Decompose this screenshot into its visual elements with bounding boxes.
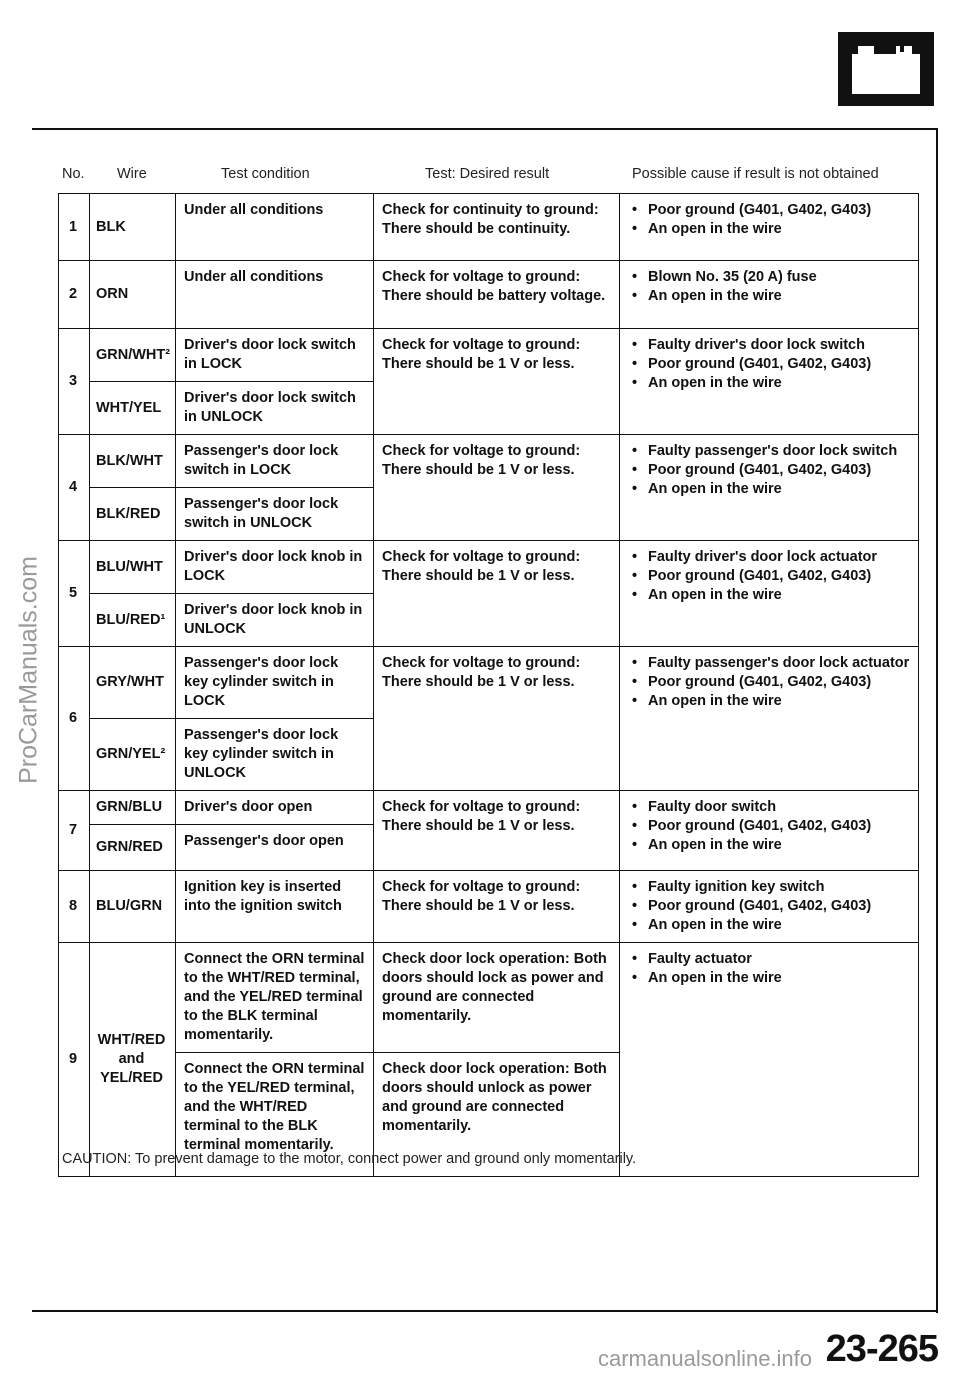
desired-result: Check for voltage to ground: There should be 1 V or less. xyxy=(374,435,620,541)
cause-item: • An open in the wire xyxy=(632,969,910,988)
possible-causes xyxy=(620,541,919,647)
caution-note: CAUTION: To prevent damage to the motor, connect power and ground only momentarily. xyxy=(62,1151,637,1167)
wire-color: BLK/WHT xyxy=(90,435,176,488)
row-number: 6 xyxy=(59,647,90,791)
row-number: 5 xyxy=(59,541,90,647)
cause-item: • Poor ground (G401, G402, G403) xyxy=(632,673,910,692)
test-condition: Passenger's door lock switch in UNLOCK xyxy=(176,488,374,541)
test-condition: Under all conditions xyxy=(176,261,374,329)
wire-color: BLK/RED xyxy=(90,488,176,541)
desired-result: Check door lock operation: Both doors should unlock as power and ground are connected momentarily. xyxy=(374,1053,620,1177)
desired-result: Check door lock operation: Both doors should lock as power and ground are connected momentarily. xyxy=(374,943,620,1053)
header-wire: Wire xyxy=(117,166,147,182)
table-row xyxy=(59,541,919,594)
cause-item: • Poor ground (G401, G402, G403) xyxy=(632,461,910,480)
cause-item: • An open in the wire xyxy=(632,287,910,306)
test-condition: Driver's door open xyxy=(176,791,374,825)
table-row xyxy=(59,647,919,719)
cause-item: • Faulty door switch xyxy=(632,798,910,817)
row-number: 7 xyxy=(59,791,90,871)
possible-causes xyxy=(620,791,919,871)
wire-color: WHT/RED and YEL/RED xyxy=(90,943,176,1177)
battery-icon xyxy=(838,32,934,106)
cause-item: • An open in the wire xyxy=(632,480,910,499)
table-row xyxy=(59,791,919,825)
cause-item: • An open in the wire xyxy=(632,916,910,935)
test-condition: Connect the ORN terminal to the YEL/RED terminal, and the WHT/RED terminal to the BLK terminal momentarily. xyxy=(176,1053,374,1177)
test-condition: Driver's door lock switch in LOCK xyxy=(176,329,374,382)
possible-causes xyxy=(620,329,919,435)
table-row xyxy=(59,871,919,943)
header-no: No. xyxy=(62,166,85,182)
test-condition: Connect the ORN terminal to the WHT/RED terminal, and the YEL/RED terminal to the BLK terminal momentarily. xyxy=(176,943,374,1053)
row-number: 2 xyxy=(59,261,90,329)
cause-item: • Poor ground (G401, G402, G403) xyxy=(632,817,910,836)
wire-color: GRN/WHT² xyxy=(90,329,176,382)
column-headers xyxy=(0,166,960,190)
desired-result: Check for voltage to ground: There should be 1 V or less. xyxy=(374,871,620,943)
row-number: 9 xyxy=(59,943,90,1177)
cause-item: • An open in the wire xyxy=(632,586,910,605)
cause-item: • Blown No. 35 (20 A) fuse xyxy=(632,268,910,287)
cause-item: • An open in the wire xyxy=(632,220,910,239)
cause-item: • Poor ground (G401, G402, G403) xyxy=(632,201,910,220)
wire-color: GRN/BLU xyxy=(90,791,176,825)
test-condition: Passenger's door lock switch in LOCK xyxy=(176,435,374,488)
test-condition: Passenger's door lock key cylinder switch in UNLOCK xyxy=(176,719,374,791)
table-row xyxy=(59,194,919,261)
wire-color: GRY/WHT xyxy=(90,647,176,719)
desired-result: Check for voltage to ground: There should be 1 V or less. xyxy=(374,329,620,435)
possible-causes xyxy=(620,194,919,261)
test-condition: Driver's door lock switch in UNLOCK xyxy=(176,382,374,435)
header-possible-cause: Possible cause if result is not obtained xyxy=(632,166,879,182)
possible-causes xyxy=(620,435,919,541)
cause-item: • Faulty passenger's door lock actuator xyxy=(632,654,910,673)
table-row xyxy=(59,261,919,329)
row-number: 8 xyxy=(59,871,90,943)
row-number: 1 xyxy=(59,194,90,261)
possible-causes xyxy=(620,943,919,1177)
desired-result: Check for voltage to ground: There should be 1 V or less. xyxy=(374,647,620,791)
cause-item: • Poor ground (G401, G402, G403) xyxy=(632,355,910,374)
row-number: 3 xyxy=(59,329,90,435)
cause-item: • An open in the wire xyxy=(632,374,910,393)
cause-item: • Faulty passenger's door lock switch xyxy=(632,442,910,461)
table-row xyxy=(59,329,919,382)
wire-color: GRN/RED xyxy=(90,825,176,871)
test-condition: Under all conditions xyxy=(176,194,374,261)
cause-item: • An open in the wire xyxy=(632,692,910,711)
desired-result: Check for voltage to ground: There should be 1 V or less. xyxy=(374,541,620,647)
table-row xyxy=(59,435,919,488)
possible-causes xyxy=(620,261,919,329)
row-number: 4 xyxy=(59,435,90,541)
side-watermark: ProCarManuals.com xyxy=(14,556,43,784)
cause-item: • Poor ground (G401, G402, G403) xyxy=(632,897,910,916)
wire-color: WHT/YEL xyxy=(90,382,176,435)
wire-color: ORN xyxy=(90,261,176,329)
wire-color: BLU/WHT xyxy=(90,541,176,594)
possible-causes xyxy=(620,647,919,791)
desired-result: Check for continuity to ground: There should be continuity. xyxy=(374,194,620,261)
header-test-condition: Test condition xyxy=(221,166,310,182)
right-rule xyxy=(936,128,938,1313)
cause-item: • Faulty driver's door lock actuator xyxy=(632,548,910,567)
desired-result: Check for voltage to ground: There should be 1 V or less. xyxy=(374,791,620,871)
cause-item: • Faulty actuator xyxy=(632,950,910,969)
bottom-rule xyxy=(32,1310,938,1312)
troubleshooting-table xyxy=(58,193,919,1177)
wire-color: GRN/YEL² xyxy=(90,719,176,791)
page-number: 23-265 xyxy=(825,1328,938,1370)
wire-color: BLU/GRN xyxy=(90,871,176,943)
possible-causes xyxy=(620,871,919,943)
cause-item: • Faulty ignition key switch xyxy=(632,878,910,897)
desired-result: Check for voltage to ground: There should be battery voltage. xyxy=(374,261,620,329)
cause-item: • Faulty driver's door lock switch xyxy=(632,336,910,355)
wire-color: BLU/RED¹ xyxy=(90,594,176,647)
test-condition: Passenger's door open xyxy=(176,825,374,871)
header-desired-result: Test: Desired result xyxy=(425,166,550,182)
wire-color: BLK xyxy=(90,194,176,261)
test-condition: Ignition key is inserted into the ignition switch xyxy=(176,871,374,943)
table-row xyxy=(59,943,919,1053)
test-condition: Driver's door lock knob in UNLOCK xyxy=(176,594,374,647)
cause-item: • Poor ground (G401, G402, G403) xyxy=(632,567,910,586)
top-rule xyxy=(32,128,938,130)
cause-item: • An open in the wire xyxy=(632,836,910,855)
test-condition: Passenger's door lock key cylinder switch in LOCK xyxy=(176,647,374,719)
footer-watermark: carmanualsonline.info xyxy=(598,1346,813,1371)
test-condition: Driver's door lock knob in LOCK xyxy=(176,541,374,594)
